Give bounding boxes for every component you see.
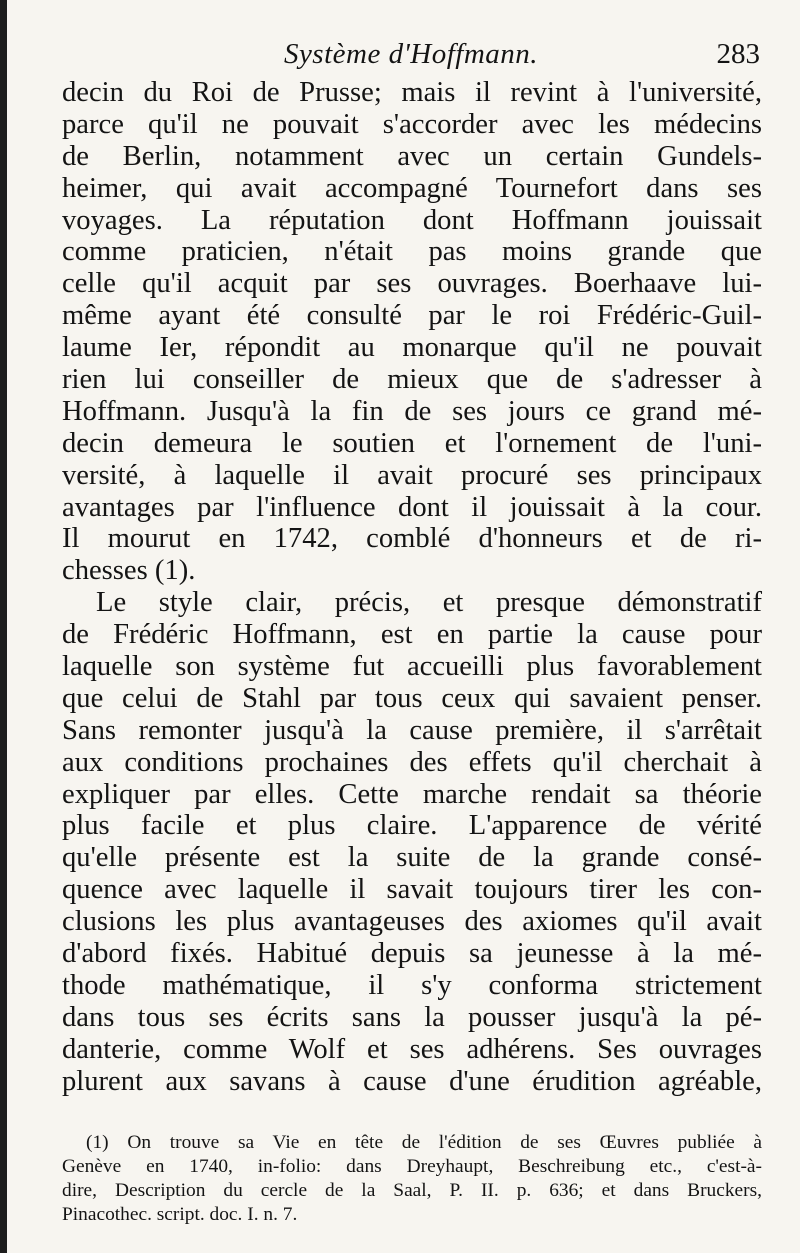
text-line: celle qu'il acquit par ses ouvrages. Boerhaave lui- (62, 268, 762, 300)
text-line: dans tous ses écrits sans la pousser jusqu'à la pé- (62, 1001, 762, 1033)
page-edge-shadow (0, 0, 7, 1253)
text-line: de Frédéric Hoffmann, est en partie la cause pour (62, 619, 762, 651)
text-line: Le style clair, précis, et presque démonstratif (96, 587, 762, 619)
text-line: expliquer par elles. Cette marche rendait sa théorie (62, 778, 762, 810)
text-line: rien lui conseiller de mieux que de s'adresser à (62, 364, 762, 396)
text-line: de Berlin, notamment avec un certain Gundels- (62, 140, 762, 172)
page-number: 283 (716, 38, 760, 70)
text-line: parce qu'il ne pouvait s'accorder avec les médecins (62, 108, 762, 140)
footnote (62, 1131, 762, 1227)
text-line: laume Ier, répondit au monarque qu'il ne pouvait (62, 332, 762, 364)
text-line: heimer, qui avait accompagné Tournefort dans ses (62, 172, 762, 204)
text-line: plurent aux savans à cause d'une érudition agréable, (62, 1065, 762, 1097)
text-line: Hoffmann. Jusqu'à la fin de ses jours ce grand mé- (62, 395, 762, 427)
footnote-line: Genève en 1740, in-folio: dans Dreyhaupt, Beschreibung etc., c'est-à- (62, 1156, 762, 1177)
text-line: versité, à laquelle il avait procuré ses principaux (62, 459, 762, 491)
text-line: decin demeura le soutien et l'ornement de l'uni- (62, 427, 762, 459)
text-line: danterie, comme Wolf et ses adhérens. Ses ouvrages (62, 1033, 762, 1065)
text-line: aux conditions prochaines des effets qu'il cherchait à (62, 746, 762, 778)
main-text (62, 77, 762, 1098)
text-line: laquelle son système fut accueilli plus favorablement (62, 651, 762, 683)
footnote-line: dire, Description du cercle de la Saal, P. II. p. 636; et dans Bruckers, (62, 1180, 762, 1201)
text-line: que celui de Stahl par tous ceux qui savaient penser. (62, 682, 762, 714)
text-line: Sans remonter jusqu'à la cause première, il s'arrêtait (62, 714, 762, 746)
footnote-line: Pinacothec. script. doc. I. n. 7. (62, 1204, 298, 1225)
text-line: decin du Roi de Prusse; mais il revint à l'université, (62, 77, 762, 108)
text-line: qu'elle présente est la suite de la grande consé- (62, 842, 762, 874)
text-line: d'abord fixés. Habitué depuis sa jeunesse à la mé- (62, 938, 762, 970)
text-line: avantages par l'influence dont il jouissait à la cour. (62, 491, 762, 523)
text-line: même ayant été consulté par le roi Frédéric-Guil- (62, 300, 762, 332)
text-line: thode mathématique, il s'y conforma strictement (62, 969, 762, 1001)
text-line: Il mourut en 1742, comblé d'honneurs et de ri- (62, 523, 762, 555)
text-line: voyages. La réputation dont Hoffmann jouissait (62, 204, 762, 236)
running-title: Système d'Hoffmann. (283, 38, 539, 70)
text-line: chesses (1). (62, 555, 196, 587)
text-line: plus facile et plus claire. L'apparence de vérité (62, 810, 762, 842)
footnote-line: (1) On trouve sa Vie en tête de l'édition de ses Œuvres publiée à (86, 1132, 762, 1153)
running-header (62, 38, 760, 78)
text-line: comme praticien, n'était pas moins grande que (62, 236, 762, 268)
text-line: clusions les plus avantageuses des axiomes qu'il avait (62, 906, 762, 938)
text-line: quence avec laquelle il savait toujours tirer les con- (62, 874, 762, 906)
